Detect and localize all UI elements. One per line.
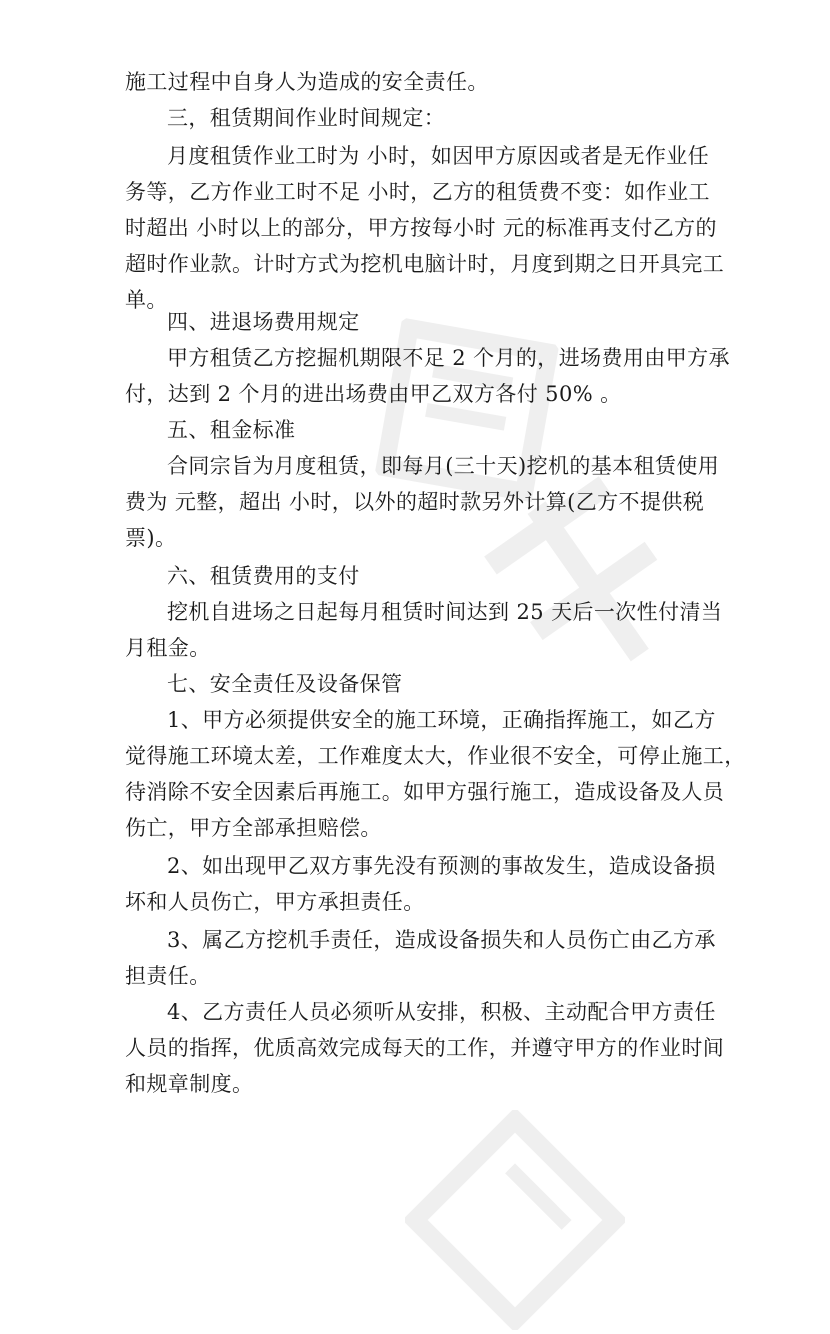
- text-line: 人员的指挥，优质高效完成每天的工作，并遵守甲方的作业时间: [125, 1036, 725, 1060]
- text-line: 单。: [125, 288, 168, 312]
- text-line: 挖机自进场之日起每月租赁时间达到 25 天后一次性付清当: [167, 600, 723, 624]
- text-line: 三，租赁期间作业时间规定：: [167, 106, 446, 130]
- text-line: 坏和人员伤亡，甲方承担责任。: [125, 890, 425, 914]
- text-line: 担责任。: [125, 964, 211, 988]
- text-line: 时超出 小时以上的部分，甲方按每小时 元的标准再支付乙方的: [125, 216, 717, 240]
- text-line: 和规章制度。: [125, 1072, 254, 1096]
- text-line: 付，达到 2 个月的进出场费由甲乙双方各付 50% 。: [125, 382, 622, 406]
- text-line: 五、租金标准: [167, 418, 296, 442]
- text-line: 四、进退场费用规定: [167, 310, 360, 334]
- watermark-icon-bottom: [405, 1110, 625, 1330]
- text-line: 合同宗旨为月度租赁，即每月(三十天)挖机的基本租赁使用: [167, 454, 720, 478]
- text-line: 施工过程中自身人为造成的安全责任。: [125, 70, 489, 94]
- text-line: 待消除不安全因素后再施工。如甲方强行施工，造成设备及人员: [125, 780, 725, 804]
- text-line: 4、乙方责任人员必须听从安排，积极、主动配合甲方责任: [167, 1000, 716, 1024]
- text-line: 1、甲方必须提供安全的施工环境，正确指挥施工，如乙方: [167, 708, 716, 732]
- text-line: 票)。: [125, 526, 177, 550]
- text-line: 超时作业款。计时方式为挖机电脑计时，月度到期之日开具完工: [125, 252, 725, 276]
- text-line: 觉得施工环境太差，工作难度太大，作业很不安全，可停止施工，: [125, 744, 746, 768]
- text-line: 3、属乙方挖机手责任，造成设备损失和人员伤亡由乙方承: [167, 928, 716, 952]
- text-line: 2、如出现甲乙双方事先没有预测的事故发生，造成设备损: [167, 854, 716, 878]
- text-line: 甲方租赁乙方挖掘机期限不足 2 个月的，进场费用由甲方承: [167, 346, 730, 370]
- text-line: 七、安全责任及设备保管: [167, 672, 403, 696]
- text-line: 伤亡，甲方全部承担赔偿。: [125, 816, 382, 840]
- text-line: 月度租赁作业工时为 小时，如因甲方原因或者是无作业任: [167, 144, 710, 168]
- text-line: 六、租赁费用的支付: [167, 564, 360, 588]
- text-line: 月租金。: [125, 636, 211, 660]
- text-line: 务等，乙方作业工时不足 小时，乙方的租赁费不变：如作业工: [125, 180, 710, 204]
- text-line: 费为 元整，超出 小时，以外的超时款另外计算(乙方不提供税: [125, 490, 705, 514]
